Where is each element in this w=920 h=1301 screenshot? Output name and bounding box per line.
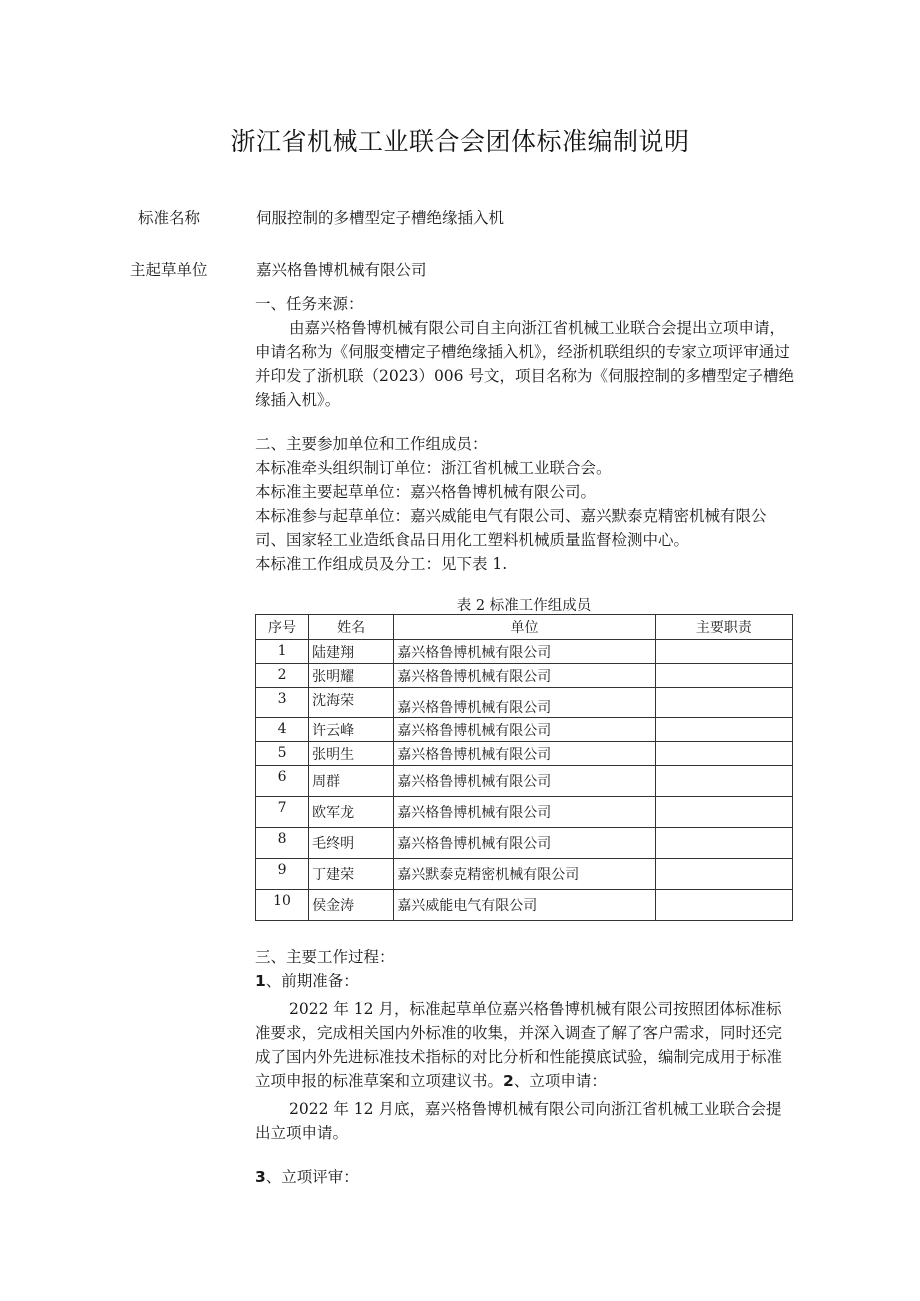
cell-name: 欧军龙	[309, 797, 394, 828]
table-row	[256, 859, 793, 890]
cell-duty	[655, 797, 792, 828]
table-row	[256, 640, 793, 664]
step3-heading	[255, 1165, 795, 1189]
cell-duty	[655, 859, 792, 890]
members-table	[255, 614, 793, 921]
cell-unit: 嘉兴格鲁博机械有限公司	[394, 797, 655, 828]
table-row	[256, 664, 793, 688]
table-row	[256, 688, 793, 718]
standard-name-label: 标准名称	[138, 209, 201, 227]
table-row	[256, 828, 793, 859]
table-caption: 表 2 标准工作组成员	[456, 598, 592, 614]
cell-unit: 嘉兴默泰克精密机械有限公司	[394, 859, 655, 890]
cell-name: 侯金涛	[309, 890, 394, 921]
cell-unit: 嘉兴格鲁博机械有限公司	[394, 766, 655, 797]
section2-line: 本标准牵头组织制订单位：浙江省机械工业联合会。	[255, 459, 612, 477]
table-row	[256, 797, 793, 828]
header-unit: 单位	[394, 615, 655, 640]
step1-label: 、前期准备：	[265, 972, 359, 990]
section1-text: 由嘉兴格鲁博机械有限公司自主向浙江省机械工业联合会提出立项申请，申请名称为《伺服变槽定子槽绝缘插入机》，经浙机联组织的专家立项评审通过并印发了浙机联（2023）006 号文，项目名称为《伺服控制的多槽型定子槽绝缘插入机》。	[255, 319, 794, 409]
section2-line: 本标准工作组成员及分工：见下表 1.	[255, 555, 508, 573]
cell-duty	[655, 766, 792, 797]
section2-line: 本标准主要起草单位：嘉兴格鲁博机械有限公司。	[255, 483, 597, 501]
standard-name-value: 伺服控制的多槽型定子槽绝缘插入机	[256, 209, 505, 227]
cell-name: 张明耀	[309, 664, 394, 688]
cell-no: 9	[256, 859, 309, 890]
cell-name: 毛终明	[309, 828, 394, 859]
section2-heading: 二、主要参加单位和工作组成员：	[255, 435, 488, 453]
cell-no: 1	[256, 640, 309, 664]
cell-unit: 嘉兴格鲁博机械有限公司	[394, 688, 655, 718]
main-drafter-label: 主起草单位	[130, 261, 208, 279]
cell-name: 许云峰	[309, 718, 394, 742]
step3-label: 、立项评审：	[265, 1168, 359, 1186]
cell-duty	[655, 742, 792, 766]
cell-name: 陆建翔	[309, 640, 394, 664]
step2-text: 2022 年 12 月底，嘉兴格鲁博机械有限公司向浙江省机械工业联合会提出立项申请。	[255, 1100, 782, 1142]
cell-duty	[655, 718, 792, 742]
cell-unit: 嘉兴威能电气有限公司	[394, 890, 655, 921]
cell-name: 丁建荣	[309, 859, 394, 890]
header-no: 序号	[256, 615, 309, 640]
cell-no: 4	[256, 718, 309, 742]
step1-text: 2022 年 12 月，标准起草单位嘉兴格鲁博机械有限公司按照团体标准标准要求，完成相关国内外标准的收集，并深入调查了解了客户需求，同时还完成了国内外先进标准技术指标的对比分析和性能摸底试验，编制完成用于标准立项申报的标准草案和立项建议书。	[255, 1000, 783, 1090]
cell-unit: 嘉兴格鲁博机械有限公司	[394, 664, 655, 688]
cell-duty	[655, 640, 792, 664]
cell-name: 沈海荣	[309, 688, 394, 718]
cell-no: 3	[256, 688, 309, 718]
cell-no: 5	[256, 742, 309, 766]
sections-1-2	[255, 292, 795, 576]
cell-no: 7	[256, 797, 309, 828]
cell-unit: 嘉兴格鲁博机械有限公司	[394, 718, 655, 742]
section3-heading: 三、主要工作过程：	[255, 948, 395, 966]
header-duty: 主要职责	[655, 615, 792, 640]
cell-duty	[655, 890, 792, 921]
step1-paragraph	[255, 997, 795, 1093]
step1-heading	[255, 969, 795, 993]
header-name: 姓名	[309, 615, 394, 640]
cell-no: 2	[256, 664, 309, 688]
section2-line: 本标准参与起草单位：嘉兴威能电气有限公司、嘉兴默泰克精密机械有限公司、国家轻工业造纸食品日用化工塑料机械质量监督检测中心。	[255, 507, 767, 549]
section-3	[255, 945, 795, 1189]
cell-unit: 嘉兴格鲁博机械有限公司	[394, 828, 655, 859]
cell-no: 8	[256, 828, 309, 859]
cell-duty	[655, 664, 792, 688]
step1-number: 1	[255, 972, 266, 990]
cell-unit: 嘉兴格鲁博机械有限公司	[394, 640, 655, 664]
cell-no: 10	[256, 890, 309, 921]
main-drafter-value: 嘉兴格鲁博机械有限公司	[256, 261, 427, 279]
table-header-row	[256, 615, 793, 640]
step2-label: 、立项申请：	[513, 1072, 607, 1090]
table-row	[256, 890, 793, 921]
cell-no: 6	[256, 766, 309, 797]
document-title: 浙江省机械工业联合会团体标准编制说明	[230, 127, 690, 156]
table-row	[256, 718, 793, 742]
cell-name: 张明生	[309, 742, 394, 766]
cell-duty	[655, 688, 792, 718]
cell-unit: 嘉兴格鲁博机械有限公司	[394, 742, 655, 766]
table-row	[256, 742, 793, 766]
cell-name: 周群	[309, 766, 394, 797]
step3-number: 3	[255, 1168, 266, 1186]
step2-number: 2	[503, 1072, 514, 1090]
cell-duty	[655, 828, 792, 859]
table-row	[256, 766, 793, 797]
section1-heading: 一、任务来源：	[255, 295, 364, 313]
